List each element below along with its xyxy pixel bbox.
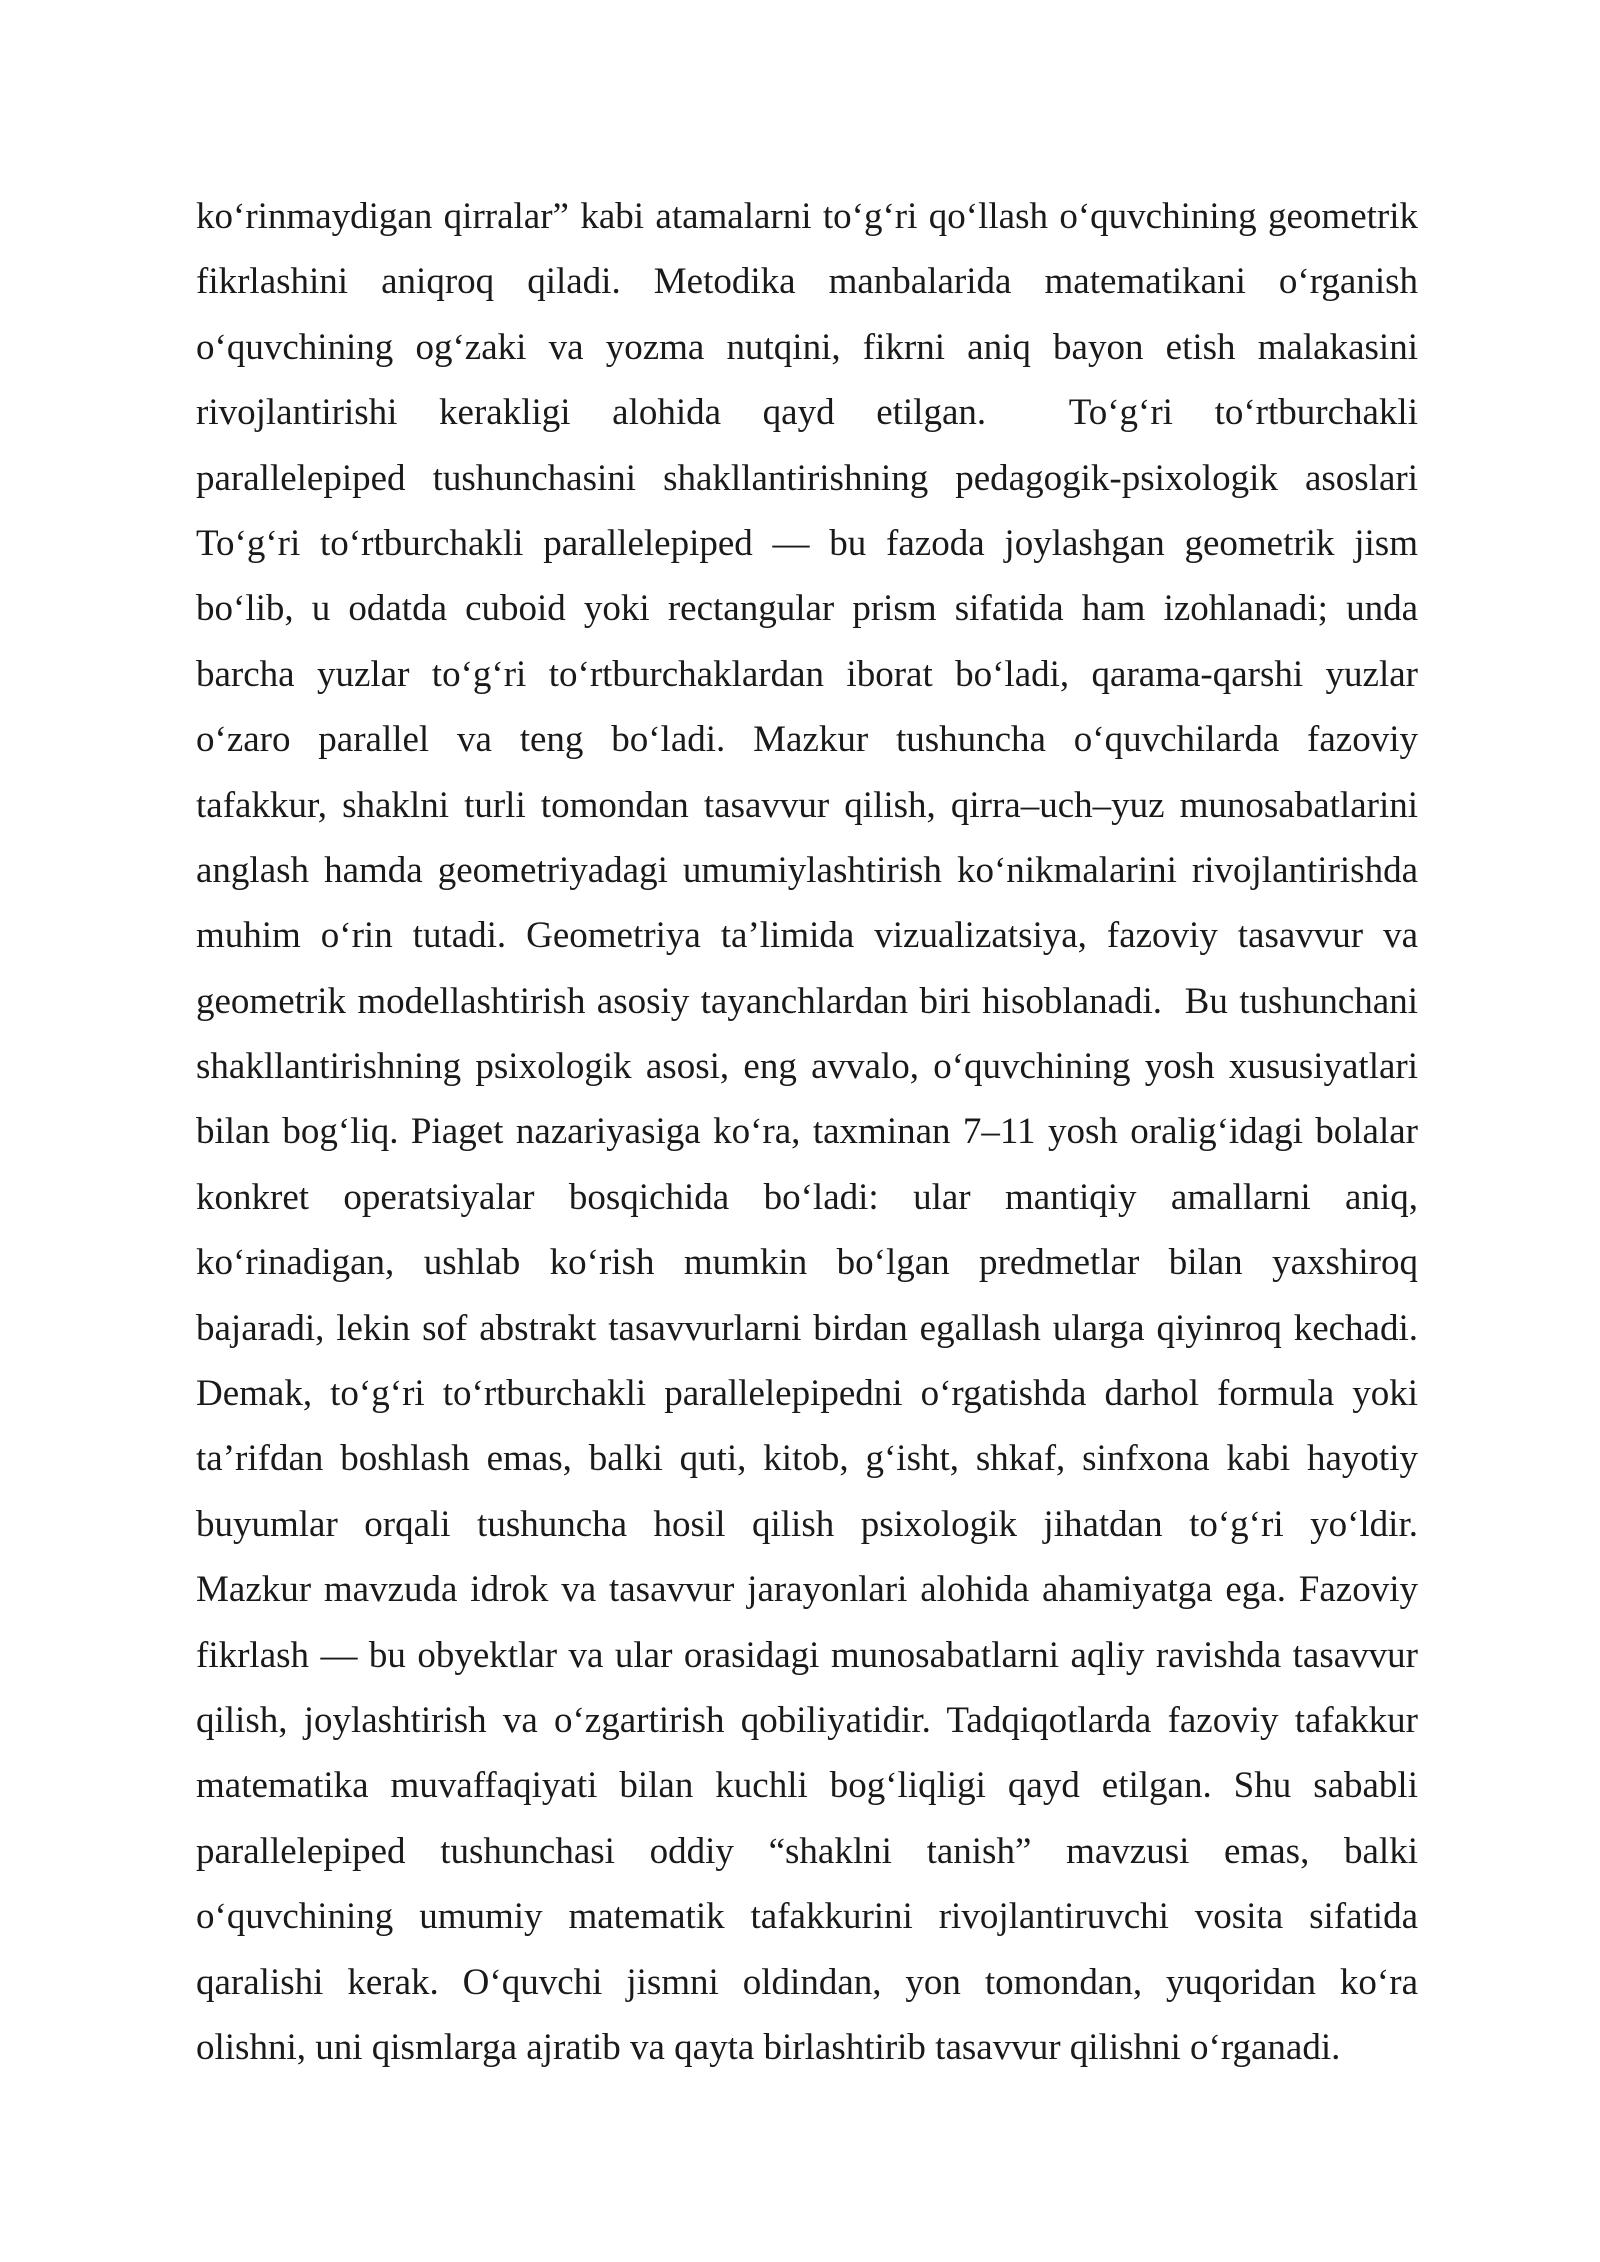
body-text bbox=[196, 184, 1418, 2080]
text-line: bajaradi, lekin sof abstrakt tasavvurlarni birdan egallash ularga qiyinroq kechadi. bbox=[196, 1307, 1418, 1349]
text-line: fikrlash — bu obyektlar va ular orasidagi munosabatlarni aqliy ravishda tasavvur bbox=[196, 1634, 1418, 1676]
text-line: ko‘rinmaydigan qirralar” kabi atamalarni to‘g‘ri qo‘llash o‘quvchining geometrik bbox=[196, 196, 1418, 237]
text-line: o‘zaro parallel va teng bo‘ladi. Mazkur tushuncha o‘quvchilarda fazoviy bbox=[196, 719, 1418, 761]
text-line: Mazkur mavzuda idrok va tasavvur jarayonlari alohida ahamiyatga ega. Fazoviy bbox=[196, 1569, 1418, 1611]
text-line: shakllantirishning psixologik asosi, eng avvalo, o‘quvchining yosh xususiyatlari bbox=[196, 1046, 1418, 1088]
text-line: barcha yuzlar to‘g‘ri to‘rtburchaklardan iborat bo‘ladi, qarama-qarshi yuzlar bbox=[196, 653, 1418, 695]
text-line: qaralishi kerak. O‘quvchi jismni oldindan, yon tomondan, yuqoridan ko‘ra bbox=[196, 1961, 1418, 2003]
text-line: bilan bog‘liq. Piaget nazariyasiga ko‘ra, taxminan 7–11 yosh oralig‘idagi bolalar bbox=[196, 1111, 1418, 1153]
text-line: geometrik modellashtirish asosiy tayanchlardan biri hisoblanadi. Bu tushunchani bbox=[196, 980, 1418, 1022]
text-line: tafakkur, shaklni turli tomondan tasavvur qilish, qirra–uch–yuz munosabatlarini bbox=[196, 784, 1418, 826]
text-line: Demak, to‘g‘ri to‘rtburchakli parallelepipedni o‘rgatishda darhol formula yoki bbox=[196, 1373, 1418, 1415]
text-line: muhim o‘rin tutadi. Geometriya ta’limida vizualizatsiya, fazoviy tasavvur va bbox=[196, 915, 1418, 957]
text-line: o‘quvchining og‘zaki va yozma nutqini, fikrni aniq bayon etish malakasini bbox=[196, 326, 1418, 368]
text-line: matematika muvaffaqiyati bilan kuchli bog‘liqligi qayd etilgan. Shu sababli bbox=[196, 1765, 1418, 1807]
text-line: buyumlar orqali tushuncha hosil qilish psixologik jihatdan to‘g‘ri yo‘ldir. bbox=[196, 1503, 1418, 1545]
text-line: fikrlashini aniqroq qiladi. Metodika manbalarida matematikani o‘rganish bbox=[196, 261, 1418, 303]
text-line: olishni, uni qismlarga ajratib va qayta birlashtirib tasavvur qilishni o‘rganadi. bbox=[196, 2026, 1341, 2068]
text-line: ta’rifdan boshlash emas, balki quti, kitob, g‘isht, shkaf, sinfxona kabi hayotiy bbox=[196, 1438, 1418, 1480]
text-line: rivojlantirishi kerakligi alohida qayd etilgan. To‘g‘ri to‘rtburchakli bbox=[196, 392, 1418, 434]
text-line: qilish, joylashtirish va o‘zgartirish qobiliyatidir. Tadqiqotlarda fazoviy tafakkur bbox=[196, 1699, 1418, 1741]
text-line: To‘g‘ri to‘rtburchakli parallelepiped — bu fazoda joylashgan geometrik jism bbox=[196, 522, 1418, 564]
text-line: anglash hamda geometriyadagi umumiylashtirish ko‘nikmalarini rivojlantirishda bbox=[196, 849, 1418, 891]
text-line: ko‘rinadigan, ushlab ko‘rish mumkin bo‘lgan predmetlar bilan yaxshiroq bbox=[196, 1242, 1418, 1284]
text-line: bo‘lib, u odatda cuboid yoki rectangular prism sifatida ham izohlanadi; unda bbox=[196, 588, 1418, 630]
text-line: konkret operatsiyalar bosqichida bo‘ladi: ular mantiqiy amallarni aniq, bbox=[196, 1176, 1418, 1218]
text-line: parallelepiped tushunchasi oddiy “shaklni tanish” mavzusi emas, balki bbox=[196, 1830, 1418, 1872]
text-line: parallelepiped tushunchasini shakllantirishning pedagogik-psixologik asoslari bbox=[196, 457, 1418, 499]
text-line: o‘quvchining umumiy matematik tafakkurini rivojlantiruvchi vosita sifatida bbox=[196, 1896, 1418, 1938]
